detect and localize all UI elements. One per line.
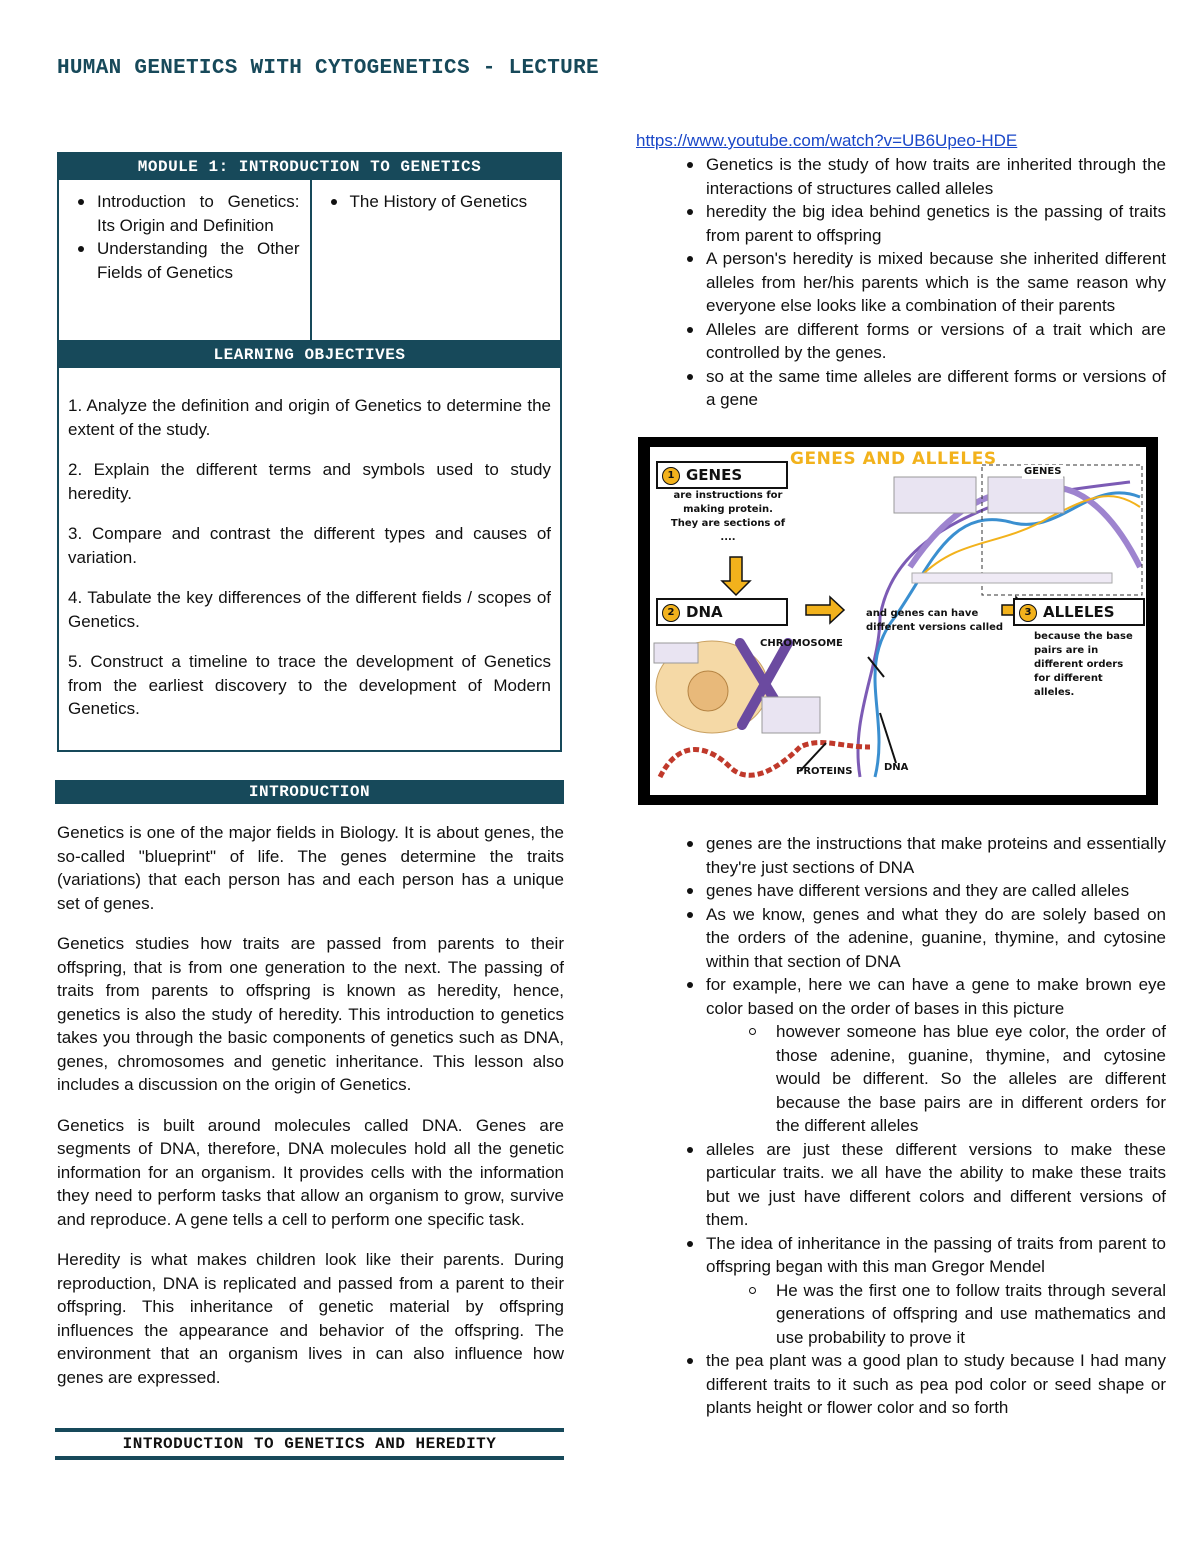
objective-item: 1. Analyze the definition and origin of Genetics to determine the extent of the study. xyxy=(68,396,551,439)
topic-item: Introduction to Genetics: Its Origin and Definition xyxy=(97,190,300,237)
objective-item: 5. Construct a timeline to trace the development of Genetics from the earliest discovery to the development of Modern Genetics. xyxy=(68,652,551,718)
objective-item: 4. Tabulate the key differences of the different fields / scopes of Genetics. xyxy=(68,588,551,631)
note-item: alleles are just these different versions to make these particular traits. we all have the ability to make these traits but we just have different colors and different versions of them. xyxy=(706,1138,1166,1232)
module-topics xyxy=(59,180,560,342)
intro-paragraph: Genetics is built around molecules called DNA. Genes are segments of DNA, therefore, DNA molecules hold all the genetic information for an organism. It provides cells with the information they need to perform tasks that allow an organism to grow, survive and reproduce. A gene tells a cell to perform one specific task. xyxy=(57,1115,564,1229)
arrow-right-icon xyxy=(806,597,844,623)
step-badge: 2 xyxy=(662,604,680,622)
note-item: so at the same time alleles are different forms or versions of a gene xyxy=(706,365,1166,412)
middle-caption: and genes can have different versions called xyxy=(866,608,1004,633)
info-note xyxy=(894,477,976,513)
document-title: HUMAN GENETICS WITH CYTOGENETICS - LECTURE xyxy=(57,57,599,80)
note-item: heredity the big idea behind genetics is the passing of traits from parent to offspring xyxy=(706,200,1166,247)
info-note xyxy=(988,477,1064,513)
note-item: for example, here we can have a gene to make brown eye color based on the order of bases in this picture xyxy=(706,973,1166,1020)
genes-label-box xyxy=(656,461,788,489)
alleles-label: ALLELES xyxy=(1043,603,1115,621)
module-box xyxy=(57,152,562,752)
note-item: genes are the instructions that make proteins and essentially they're just sections of DNA xyxy=(706,832,1166,879)
genes-description: are instructions for making protein. They are sections of .... xyxy=(670,490,786,543)
learning-objectives-list xyxy=(59,368,560,721)
dna-label: DNA xyxy=(686,603,723,621)
introduction-header: INTRODUCTION xyxy=(55,780,564,804)
alleles-description: because the base pairs are in different orders for different alleles. xyxy=(1034,631,1133,698)
note-subitem: He was the first one to follow traits through several generations of offspring and use mathematics and use probability to prove it xyxy=(776,1279,1166,1350)
figure-title: GENES AND ALLELES xyxy=(790,449,997,469)
genes-label: GENES xyxy=(686,466,743,484)
alleles-label-box xyxy=(1013,598,1145,626)
module-header: MODULE 1: INTRODUCTION TO GENETICS xyxy=(59,154,560,180)
arrow-down-icon xyxy=(722,557,750,595)
note-item: the pea plant was a good plan to study because I had many different traits to it such as pea pod color or seed shape or plants height or flower color and so forth xyxy=(706,1349,1166,1420)
note-item: A person's heredity is mixed because she inherited different alleles from her/his parents which is the same reason why everyone else looks like a combination of their parents xyxy=(706,247,1166,318)
youtube-link[interactable]: https://www.youtube.com/watch?v=UB6Upeo-HDE xyxy=(636,131,1018,150)
note-item: As we know, genes and what they do are solely based on the orders of the adenine, guanine, thymine, and cytosine within that section of DNA xyxy=(706,903,1166,974)
legend-strip xyxy=(912,573,1112,583)
notes-list-top xyxy=(684,153,1166,412)
learning-objectives-header: LEARNING OBJECTIVES xyxy=(59,342,560,368)
note-item: genes have different versions and they are called alleles xyxy=(706,879,1166,903)
note-item: Alleles are different forms or versions of a trait which are controlled by the genes. xyxy=(706,318,1166,365)
genes-top-label: GENES xyxy=(1024,466,1062,477)
section-heredity-header: INTRODUCTION TO GENETICS AND HEREDITY xyxy=(55,1428,564,1460)
intro-paragraph: Genetics studies how traits are passed from parents to their offspring, that is from one generation to the next. The passing of traits from parents to offspring is known as heredity, hence, genetics is also the study of heredity. This introduction to genetics takes you through the basic components of genetics such as DNA, genes, chromosomes and genetic inheritance. This lesson also includes a discussion on the origin of Genetics. xyxy=(57,934,564,1094)
notes-list-bottom xyxy=(684,832,1166,1420)
intro-paragraph: Genetics is one of the major fields in Biology. It is about genes, the so-called "blueprint" of life. The genes determine the traits (variations) that each person has and each person has a unique set of genes. xyxy=(57,823,564,913)
module-topics-right xyxy=(310,180,561,340)
intro-paragraph: Heredity is what makes children look like their parents. During reproduction, DNA is replicated and passed from a parent to their offspring. This inheritance of genetic material by offspring influences the appearance and behavior of the offspring. The environment that an organism lives in can also influence how genes are expressed. xyxy=(57,1250,564,1387)
topic-item: Understanding the Other Fields of Genetics xyxy=(97,237,300,284)
note-item: The idea of inheritance in the passing of traits from parent to offspring began with this man Gregor Mendel xyxy=(706,1232,1166,1279)
step-badge: 1 xyxy=(662,467,680,485)
proteins-label: PROTEINS xyxy=(796,766,853,777)
introduction-body xyxy=(57,821,564,1406)
note-subitem: however someone has blue eye color, the order of those adenine, guanine, thymine, and cytosine would be different. So the alleles are different because the base pairs are in different orders for the different alleles xyxy=(776,1020,1166,1138)
dna-bottom-label: DNA xyxy=(884,762,909,773)
module-topics-left xyxy=(59,180,310,340)
info-note xyxy=(654,643,698,663)
dna-label-box xyxy=(656,598,788,626)
genes-and-alleles-figure xyxy=(638,437,1158,805)
note-item: Genetics is the study of how traits are inherited through the interactions of structures called alleles xyxy=(706,153,1166,200)
objective-item: 2. Explain the different terms and symbols used to study heredity. xyxy=(68,460,551,503)
step-badge: 3 xyxy=(1019,604,1037,622)
topic-item: The History of Genetics xyxy=(350,190,551,214)
objective-item: 3. Compare and contrast the different types and causes of variation. xyxy=(68,524,551,567)
info-note xyxy=(762,697,820,733)
figure-canvas xyxy=(650,447,1146,795)
chromosome-label: CHROMOSOME xyxy=(760,638,843,649)
nucleus-icon xyxy=(688,671,728,711)
